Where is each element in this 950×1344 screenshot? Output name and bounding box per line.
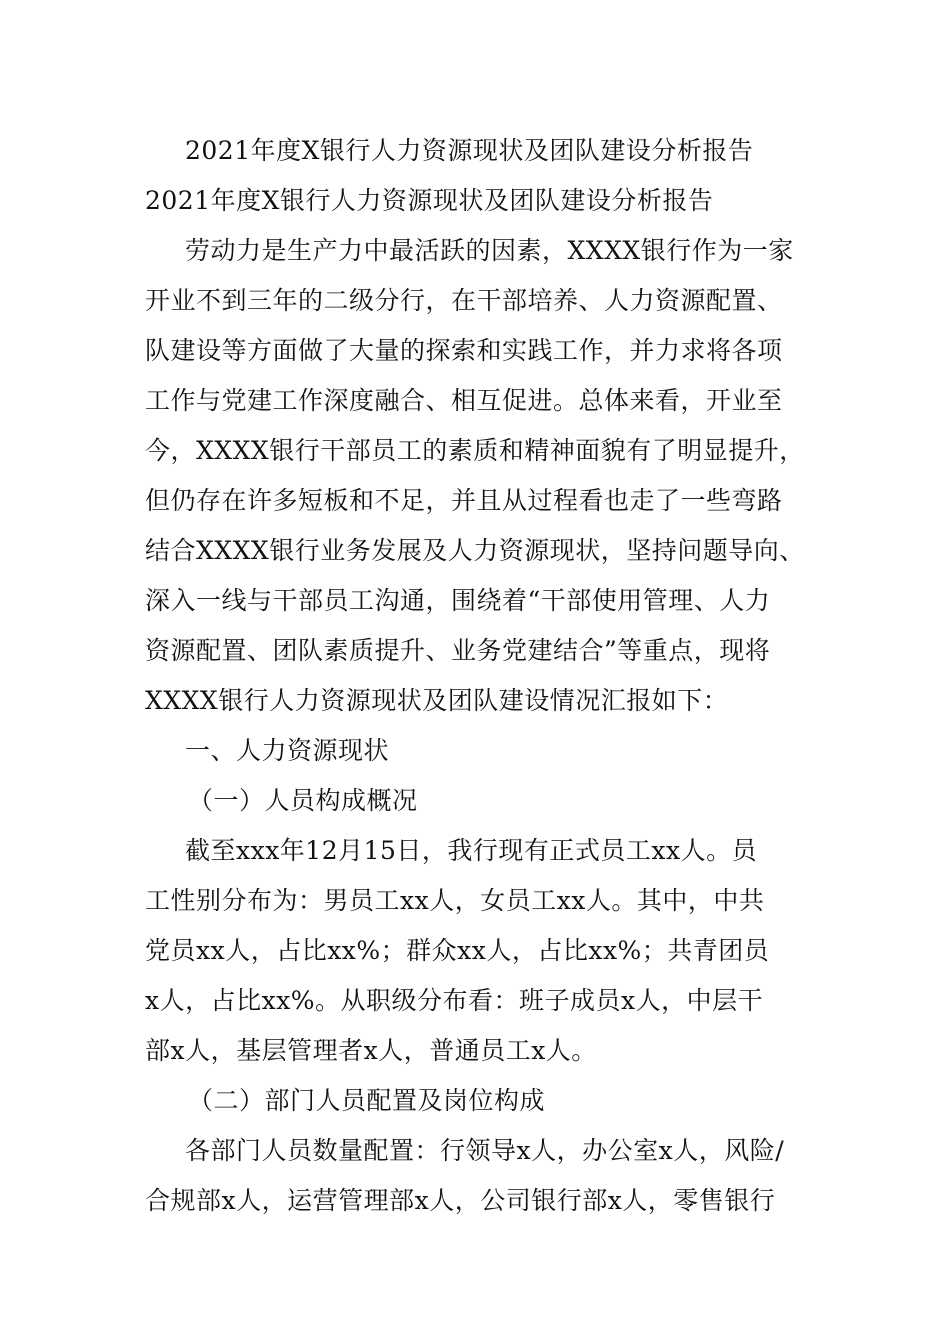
- intro-paragraph-line: 劳动力是生产力中最活跃的因素，XXXX银行作为一家: [185, 236, 794, 265]
- subsection-1-line: 截至xxx年12月15日，我行现有正式员工xx人。员: [185, 836, 758, 865]
- subsection-2-heading: （二）部门人员配置及岗位构成: [188, 1086, 546, 1115]
- intro-paragraph-line: 结合XXXX银行业务发展及人力资源现状，坚持问题导向、: [145, 536, 805, 565]
- subsection-1-line: 部x人，基层管理者x人，普通员工x人。: [145, 1036, 597, 1065]
- subsection-2-line: 合规部x人，运营管理部x人，公司银行部x人，零售银行: [145, 1186, 776, 1215]
- intro-paragraph-line: 今，XXXX银行干部员工的素质和精神面貌有了明显提升，: [145, 436, 805, 465]
- intro-paragraph-line: XXXX银行人力资源现状及团队建设情况汇报如下：: [145, 686, 729, 715]
- intro-paragraph-line: 开业不到三年的二级分行，在干部培养、人力资源配置、: [145, 286, 783, 315]
- intro-paragraph-line: 队建设等方面做了大量的探索和实践工作，并力求将各项: [145, 336, 783, 365]
- intro-paragraph-line: 资源配置、团队素质提升、业务党建结合”等重点，现将: [145, 636, 771, 665]
- subsection-1-heading: （一）人员构成概况: [188, 786, 418, 815]
- subsection-2-line: 各部门人员数量配置：行领导x人，办公室x人，风险/: [185, 1136, 785, 1165]
- document-title-line-2: 2021年度X银行人力资源现状及团队建设分析报告: [145, 186, 714, 215]
- intro-paragraph-line: 工作与党建工作深度融合、相互促进。总体来看，开业至: [145, 386, 783, 415]
- section-1-heading: 一、人力资源现状: [185, 736, 390, 765]
- subsection-1-line: 党员xx人，占比xx%；群众xx人，占比xx%；共青团员: [145, 936, 770, 965]
- intro-paragraph-line: 深入一线与干部员工沟通，围绕着“干部使用管理、人力: [145, 586, 771, 615]
- subsection-1-line: 工性别分布为：男员工xx人，女员工xx人。其中，中共: [145, 886, 765, 915]
- intro-paragraph-line: 但仍存在许多短板和不足，并且从过程看也走了一些弯路: [145, 486, 783, 515]
- subsection-1-line: x人，占比xx%。从职级分布看：班子成员x人，中层干: [145, 986, 764, 1015]
- document-title-line-1: 2021年度X银行人力资源现状及团队建设分析报告: [185, 136, 754, 165]
